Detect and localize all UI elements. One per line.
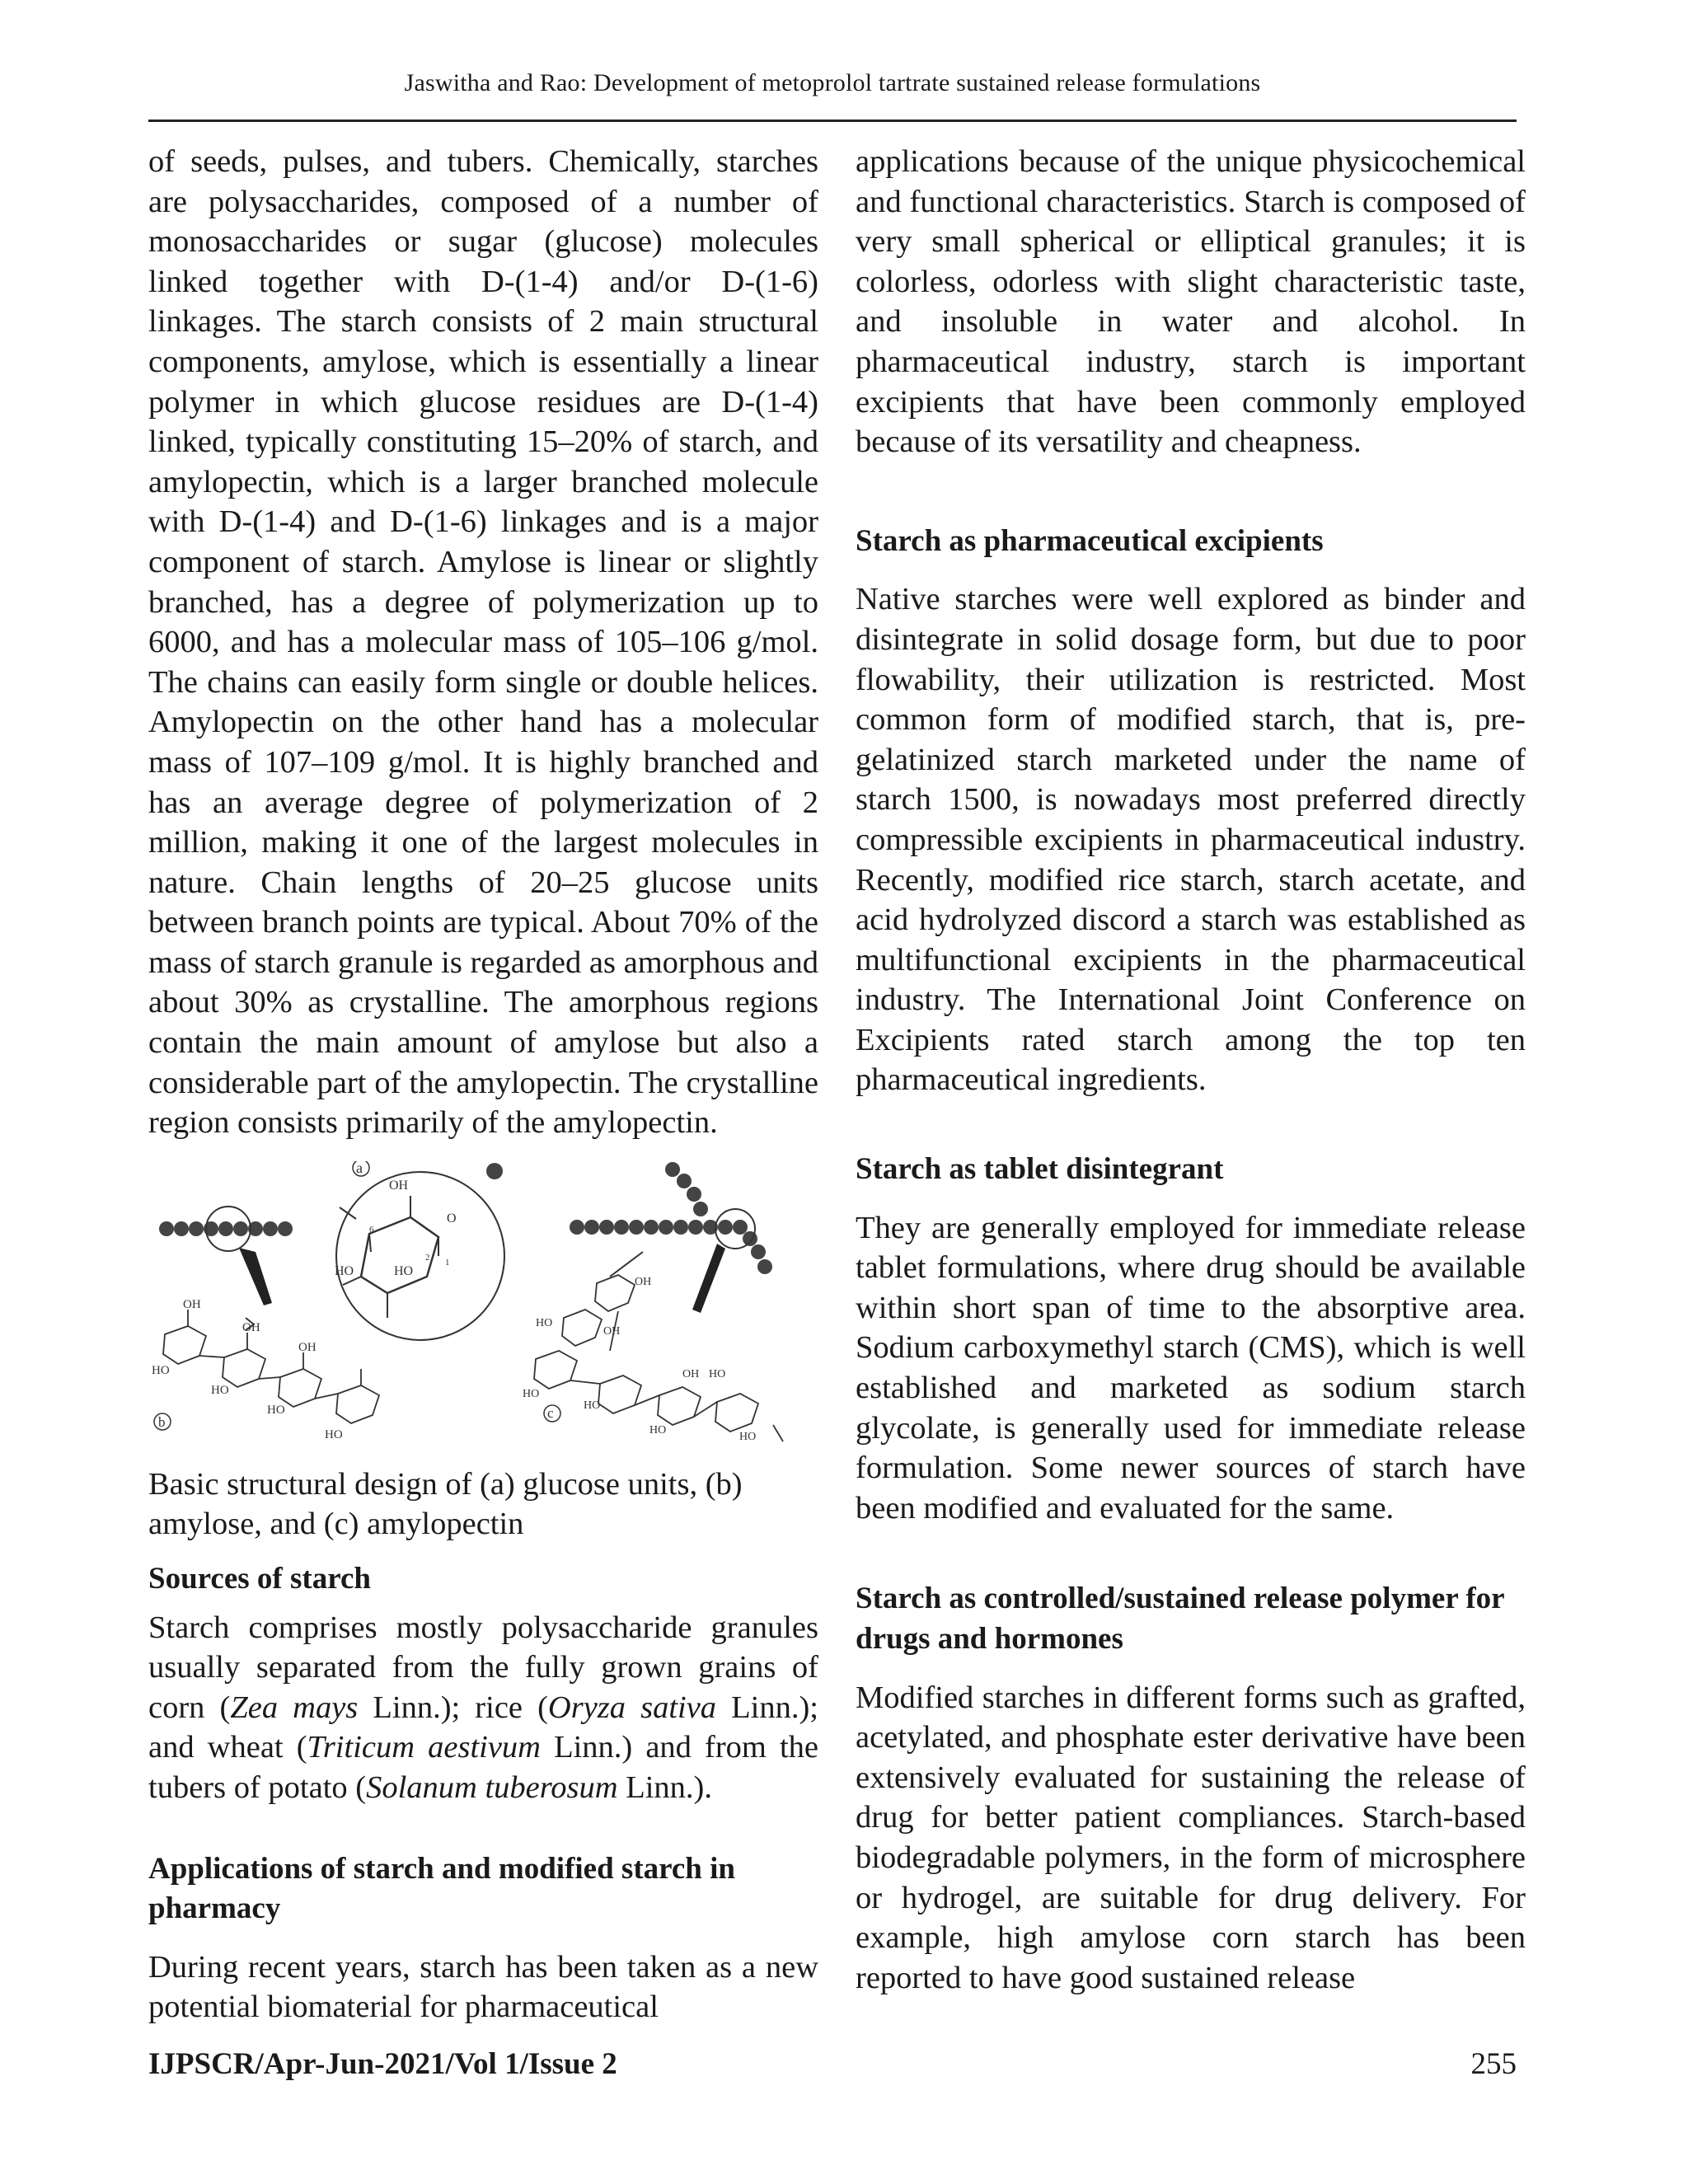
panel-a-label: a (356, 1160, 363, 1176)
applications-paragraph: During recent years, starch has been taken as a new potential biomaterial for pharmaceutical (148, 1949, 818, 2025)
body-paragraph-continued: applications because of the unique physicochemical and functional characteristics. Starch is composed of very small spherical or elliptical granules; it is colorless, odorless with slight characteristic taste, and insoluble in water and alcohol. In pharmaceutical industry, starch is important excipients that have been commonly employed because of its versatility and cheapness. (856, 144, 1526, 460)
left-column (148, 142, 818, 2027)
glucose-ring-structure (340, 1196, 438, 1318)
glucose-bead (486, 1163, 503, 1179)
svg-text:HO: HO (335, 1263, 354, 1278)
header-rule (148, 120, 1517, 122)
excipients-heading: Starch as pharmaceutical excipients (856, 523, 1324, 558)
svg-text:OH: OH (183, 1297, 201, 1311)
running-header: Jaswitha and Rao: Development of metoprolol tartrate sustained release formulations (404, 69, 1261, 96)
body-paragraph: of seeds, pulses, and tubers. Chemically, starches are polysaccharides, composed of a number of monosaccharides or sugar (glucose) molecules linked together with D-(1-4) and/or D-(1-6) linkages. The starch consists of 2 main structural components, amylose, which is essentially a linear polymer in which glucose residues are D-(1-4) linked, typically constituting 15–20% of starch, and amylopectin, which is a larger branched molecule with D-(1-4) and D-(1-6) linkages and is a major component of starch. Amylose is linear or slightly branched, has a degree of polymerization up to 6000, and has a molecular mass of 105–106 g/mol. The chains can easily form single or double helices. Amylopectin on the other hand has a molecular mass of 107–109 g/mol. It is highly branched and has an average degree of polymerization of 2 million, making it one of the largest molecules in nature. Chain lengths of 20–25 glucose units between branch points are typical. About 70% of the mass of starch granule is regarded as amorphous and about 30% as crystalline. The amorphous regions contain the main amount of amylose but also a considerable part of the amylopectin. The crystalline region consists primarily of the amylopectin. (148, 144, 818, 1141)
applications-heading: Applications of starch and modified starch in pharmacy (148, 1851, 735, 1926)
svg-text:HO: HO (267, 1403, 285, 1417)
svg-text:HO: HO (394, 1263, 414, 1278)
zoom-arrow-c (692, 1244, 725, 1313)
svg-text:O: O (447, 1211, 457, 1226)
svg-text:HO: HO (325, 1427, 343, 1441)
right-column (856, 142, 1526, 1998)
sources-paragraph: Starch comprises mostly polysaccharide granules usually separated from the fully grown grains of corn (Zea mays Linn.); rice (Oryza sativa Linn.); and wheat (Triticum aestivum Linn.) and from the tubers of potato (Solanum tuberosum Linn.). (148, 1610, 819, 1805)
svg-text:1: 1 (445, 1257, 450, 1268)
svg-text:HO: HO (649, 1423, 667, 1436)
amylopectin-structure (534, 1275, 783, 1441)
svg-text:HO: HO (739, 1430, 757, 1443)
zoom-arrow-b (239, 1248, 272, 1305)
svg-text:OH: OH (635, 1275, 652, 1288)
svg-text:HO: HO (709, 1367, 726, 1380)
controlled-release-heading: Starch as controlled/sustained release polymer for drugs and hormones (856, 1582, 1504, 1656)
disintegrant-paragraph: They are generally employed for immediate release tablet formulations, where drug should be available within short span of time to the absorptive area. Sodium carboxymethyl starch (CMS), which is well established and marketed as sodium starch glycolate, is generally used for immediate release formulation. Some newer sources of starch have been modified and evaluated for the same. (856, 1210, 1526, 1526)
svg-text:OH: OH (298, 1340, 316, 1354)
svg-text:HO: HO (523, 1387, 540, 1400)
panel-b-label: b (158, 1413, 166, 1430)
controlled-release-paragraph: Modified starches in different forms such as grafted, acetylated, and phosphate ester derivative have been extensively evaluated for sustaining the release of drug for better patient compliances. Starch-based biodegradable polymers, in the form of microsphere or hydrogel, are suitable for drug delivery. For example, high amylose corn starch has been reported to have good sustained release (856, 1680, 1526, 1995)
excipients-paragraph: Native starches were well explored as binder and disintegrate in solid dosage form, but due to poor flowability, their utilization is restricted. Most common form of modified starch, that is, pre-gelatinized starch marketed under the name of starch 1500, is nowadays most preferred directly compressible excipients in pharmaceutical industry. Recently, modified rice starch, starch acetate, and acid hydrolyzed discord a starch was established as multifunctional excipients in the pharmaceutical industry. The International Joint Conference on Excipients rated starch among the top ten pharmaceutical ingredients. (856, 582, 1526, 1098)
svg-text:OH: OH (682, 1367, 700, 1380)
svg-text:OH: OH (389, 1178, 409, 1193)
amylose-bead-chain (159, 1221, 293, 1236)
svg-text:HO: HO (584, 1399, 601, 1412)
svg-text:6: 6 (369, 1224, 374, 1235)
disintegrant-heading: Starch as tablet disintegrant (856, 1152, 1224, 1187)
svg-text:HO: HO (211, 1383, 229, 1397)
glucose-unit-circle (336, 1172, 504, 1340)
panel-c-label: c (547, 1404, 554, 1421)
svg-text:OH: OH (603, 1324, 621, 1338)
svg-text:HO: HO (536, 1316, 553, 1329)
starch-structure-figure (148, 1161, 818, 1458)
figure-caption: Basic structural design of (a) glucose units, (b) amylose, and (c) amylopectin (148, 1466, 743, 1542)
page-number: 255 (1470, 2047, 1517, 2081)
svg-text:2: 2 (425, 1252, 430, 1263)
sources-heading: Sources of starch (148, 1562, 371, 1596)
journal-footer: IJPSCR/Apr-Jun-2021/Vol 1/Issue 2 (148, 2047, 617, 2081)
amylopectin-bead-chain (570, 1162, 772, 1274)
svg-text:OH: OH (242, 1320, 260, 1334)
svg-text:HO: HO (152, 1363, 170, 1377)
